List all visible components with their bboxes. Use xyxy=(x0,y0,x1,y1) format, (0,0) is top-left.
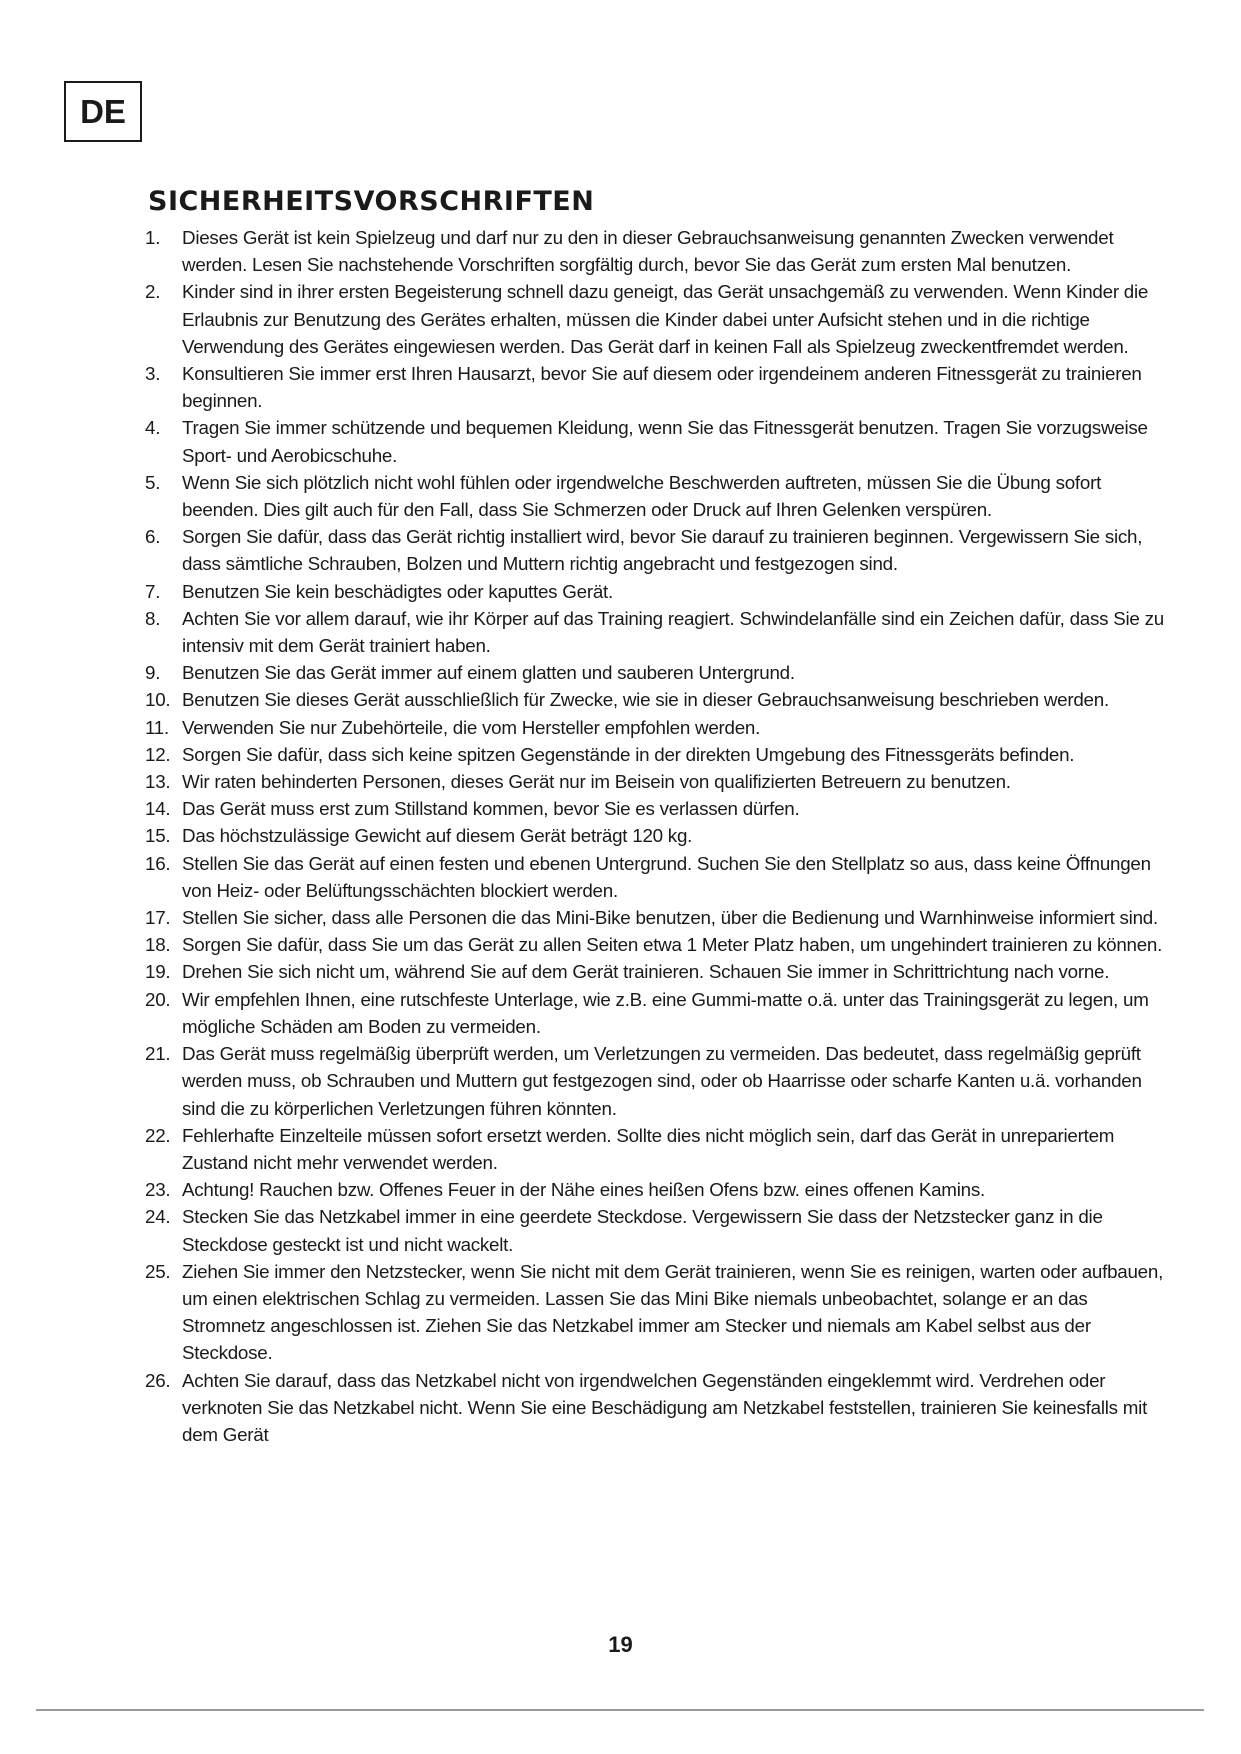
rule-item xyxy=(145,686,1175,713)
rule-number: 4. xyxy=(145,417,161,439)
rule-number: 3. xyxy=(145,363,161,385)
rule-text: Stecken Sie das Netzkabel immer in eine geerdete Steckdose. Vergewissern Sie dass der Netzstecker ganz in die Steckdose gesteckt ist und nicht wackelt. xyxy=(182,1206,1103,1255)
rule-item xyxy=(145,1367,1175,1449)
rule-number: 5. xyxy=(145,471,161,493)
rule-item xyxy=(145,714,1175,741)
language-badge-label: DE xyxy=(80,92,126,130)
rule-text: Kinder sind in ihrer ersten Begeisterung schnell dazu geneigt, das Gerät unsachgemäß zu verwenden. Wenn Kinder die Erlaubnis zur Benutzung des Gerätes erhalten, müssen die Kinder dabei unter Aufsicht stehen und in die richtige Verwendung des Gerätes eingewiesen werden. Das Gerät darf in keinen Fall als Spielzeug zweckentfremdet werden. xyxy=(182,281,1149,357)
rule-item xyxy=(145,1122,1175,1176)
rule-item xyxy=(145,931,1175,958)
rule-number: 15. xyxy=(145,825,171,847)
rule-text: Wir empfehlen Ihnen, eine rutschfeste Unterlage, wie z.B. eine Gummi-matte o.ä. unter das Trainingsgerät zu legen, um mögliche Schäden am Boden zu vermeiden. xyxy=(182,988,1149,1037)
rule-item xyxy=(145,578,1175,605)
rule-number: 10. xyxy=(145,689,171,711)
rule-number: 1. xyxy=(145,227,161,248)
rule-text: Fehlerhafte Einzelteile müssen sofort ersetzt werden. Sollte dies nicht möglich sein, darf das Gerät in unrepariertem Zustand nicht mehr verwendet werden. xyxy=(182,1124,1115,1173)
rule-text: Achten Sie vor allem darauf, wie ihr Körper auf das Training reagiert. Schwindelanfälle sind ein Zeichen dafür, dass Sie zu intensiv mit dem Gerät trainiert haben. xyxy=(182,607,1164,657)
rule-number: 18. xyxy=(145,934,171,956)
rule-item xyxy=(145,1203,1175,1257)
rule-number: 22. xyxy=(145,1124,171,1146)
language-badge xyxy=(64,81,142,142)
rule-text: Sorgen Sie dafür, dass sich keine spitzen Gegenstände in der direkten Umgebung des Fitnessgeräts befinden. xyxy=(182,743,1075,765)
rule-number: 17. xyxy=(145,907,171,929)
rule-text: Achtung! Rauchen bzw. Offenes Feuer in der Nähe eines heißen Ofens bzw. eines offenen Kamins. xyxy=(182,1179,985,1201)
rule-text: Benutzen Sie das Gerät immer auf einem glatten und sauberen Untergrund. xyxy=(182,662,795,684)
rule-number: 14. xyxy=(145,798,171,820)
rule-text: Wir raten behinderten Personen, dieses Gerät nur im Beisein von qualifizierten Betreuern zu benutzen. xyxy=(182,771,1011,793)
rule-number: 19. xyxy=(145,961,171,983)
rule-number: 2. xyxy=(145,281,161,303)
rule-number: 12. xyxy=(145,743,171,765)
rule-item xyxy=(145,360,1175,414)
footer-divider xyxy=(36,1709,1204,1711)
rule-item xyxy=(145,659,1175,686)
rule-text: Konsultieren Sie immer erst Ihren Hausarzt, bevor Sie auf diesem oder irgendeinem anderen Fitnessgerät zu trainieren beginnen. xyxy=(182,363,1142,412)
rule-text: Benutzen Sie dieses Gerät ausschließlich für Zwecke, wie sie in dieser Gebrauchsanweisung beschrieben werden. xyxy=(182,689,1109,711)
rule-number: 21. xyxy=(145,1043,171,1065)
rule-item xyxy=(145,523,1175,577)
rule-item xyxy=(145,904,1175,931)
rule-item xyxy=(145,224,1175,278)
rule-text: Drehen Sie sich nicht um, während Sie auf dem Gerät trainieren. Schauen Sie immer in Schrittrichtung nach vorne. xyxy=(182,961,1110,983)
safety-rules-list xyxy=(145,224,1175,1448)
rule-item xyxy=(145,768,1175,795)
rule-text: Verwenden Sie nur Zubehörteile, die vom Hersteller empfohlen werden. xyxy=(182,716,761,738)
rule-item xyxy=(145,958,1175,985)
rule-number: 11. xyxy=(145,716,169,738)
rule-text: Sorgen Sie dafür, dass das Gerät richtig installiert wird, bevor Sie darauf zu trainieren beginnen. Vergewissern Sie sich, dass sämtliche Schrauben, Bolzen und Muttern richtig angebracht und festgezogen sind. xyxy=(182,526,1143,575)
rule-item xyxy=(145,605,1175,659)
rule-text: Das höchstzulässige Gewicht auf diesem Gerät beträgt 120 kg. xyxy=(182,825,693,847)
rule-item xyxy=(145,414,1175,468)
rule-item xyxy=(145,469,1175,523)
rule-number: 26. xyxy=(145,1369,171,1391)
rule-text: Stellen Sie das Gerät auf einen festen und ebenen Untergrund. Suchen Sie den Stellplatz so aus, dass keine Öffnungen von Heiz- oder Belüftungsschächten blockiert werden. xyxy=(182,852,1151,901)
rule-text: Das Gerät muss regelmäßig überprüft werden, um Verletzungen zu vermeiden. Das bedeutet, dass regelmäßig geprüft werden muss, ob Schrauben und Muttern gut festgezogen sind, oder ob Haarrisse oder scharfe Kanten u.ä. vorhanden sind die zu körperlichen Verletzungen führen könnten. xyxy=(182,1043,1142,1119)
rule-number: 20. xyxy=(145,988,171,1010)
rule-text: Dieses Gerät ist kein Spielzeug und darf nur zu den in dieser Gebrauchsanweisung genannten Zwecken verwendet werden. Lesen Sie nachstehende Vorschriften sorgfältig durch, bevor Sie das Gerät zum ersten Mal benutzen. xyxy=(182,227,1114,276)
rule-text: Wenn Sie sich plötzlich nicht wohl fühlen oder irgendwelche Beschwerden auftreten, müssen Sie die Übung sofort beenden. Dies gilt auch für den Fall, dass Sie Schmerzen oder Druck auf Ihren Gelenken verspüren. xyxy=(182,471,1102,521)
rule-text: Benutzen Sie kein beschädigtes oder kaputtes Gerät. xyxy=(182,580,613,602)
rule-text: Tragen Sie immer schützende und bequemen Kleidung, wenn Sie das Fitnessgerät benutzen. Tragen Sie vorzugsweise Sport- und Aerobicschuhe. xyxy=(182,417,1148,466)
rule-number: 16. xyxy=(145,852,171,874)
rule-number: 25. xyxy=(145,1260,171,1282)
rule-item xyxy=(145,1258,1175,1367)
rule-number: 6. xyxy=(145,526,161,548)
rule-text: Achten Sie darauf, dass das Netzkabel nicht von irgendwelchen Gegenständen eingeklemmt wird. Verdrehen oder verknoten Sie das Netzkabel nicht. Wenn Sie eine Beschädigung am Netzkabel feststellen, trainieren Sie keinesfalls mit dem Gerät xyxy=(182,1369,1148,1445)
rule-number: 24. xyxy=(145,1206,171,1228)
section-title: SICHERHEITSVORSCHRIFTEN xyxy=(148,186,595,217)
rule-text: Sorgen Sie dafür, dass Sie um das Gerät zu allen Seiten etwa 1 Meter Platz haben, um ungehindert trainieren zu können. xyxy=(182,934,1163,956)
rule-number: 8. xyxy=(145,607,161,629)
rule-item xyxy=(145,850,1175,904)
rule-item xyxy=(145,1040,1175,1122)
page-number: 19 xyxy=(608,1632,633,1657)
rule-item xyxy=(145,1176,1175,1203)
rule-number: 9. xyxy=(145,662,161,684)
rule-item xyxy=(145,986,1175,1040)
rule-number: 23. xyxy=(145,1179,171,1201)
rule-number: 13. xyxy=(145,771,171,793)
rule-item xyxy=(145,741,1175,768)
rule-item xyxy=(145,822,1175,849)
rule-text: Stellen Sie sicher, dass alle Personen die das Mini-Bike benutzen, über die Bedienung und Warnhinweise informiert sind. xyxy=(182,907,1158,929)
rule-item xyxy=(145,278,1175,360)
rule-number: 7. xyxy=(145,580,161,602)
rule-item xyxy=(145,795,1175,822)
rule-text: Das Gerät muss erst zum Stillstand kommen, bevor Sie es verlassen dürfen. xyxy=(182,798,800,820)
rule-text: Ziehen Sie immer den Netzstecker, wenn Sie nicht mit dem Gerät trainieren, wenn Sie es reinigen, warten oder aufbauen, um einen elektrischen Schlag zu vermeiden. Lassen Sie das Mini Bike niemals unbeobachtet, solange er an das Stromnetz angeschlossen ist. Ziehen Sie das Netzkabel immer am Stecker und niemals am Kabel selbst aus der Steckdose. xyxy=(182,1260,1164,1364)
